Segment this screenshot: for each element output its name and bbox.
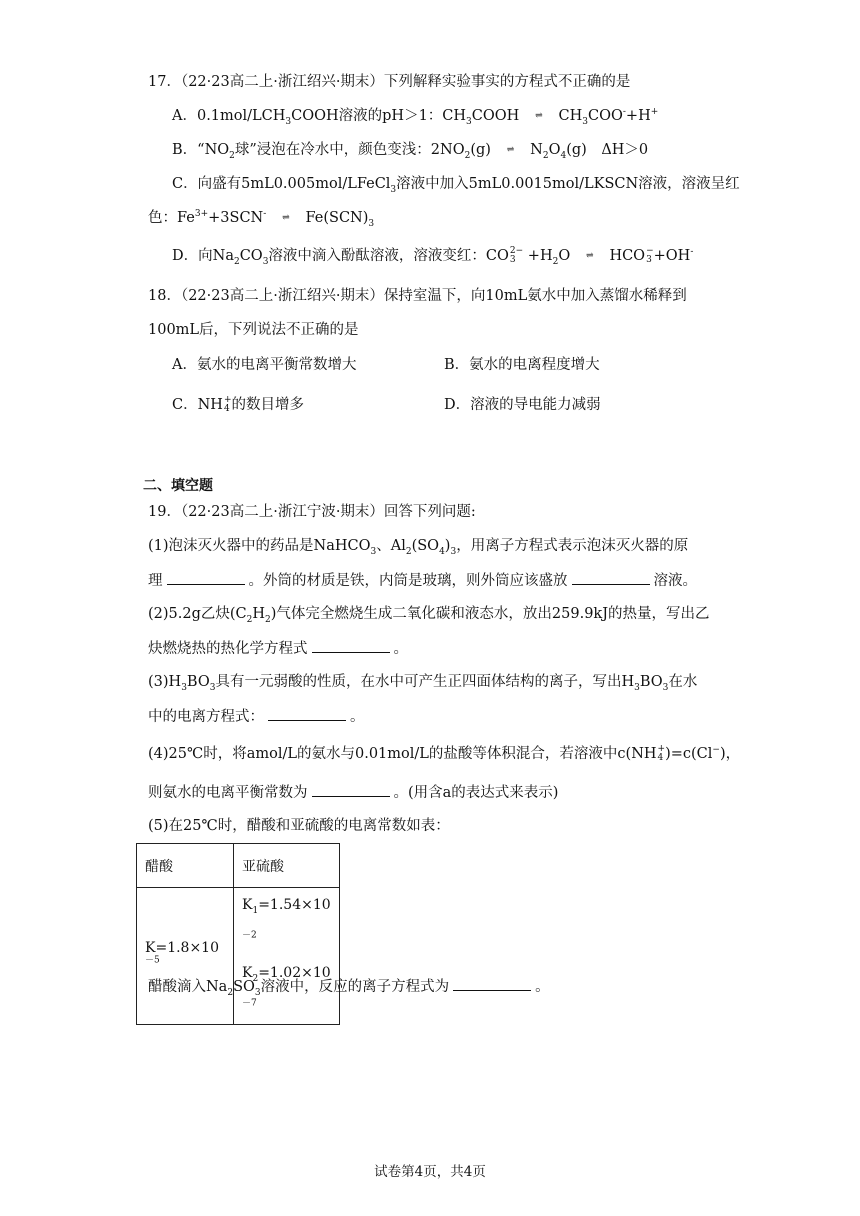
q19-part1-line1: (1)泡沫灭火器中的药品是NaHCO$_3$、$Al_2(SO_4)_3$，用离子方程式表示泡沫灭火器的原 [148, 538, 689, 557]
q18-option-d: D．溶液的导电能力减弱 [444, 397, 601, 413]
q18-stem-line2: 100mL后，下列说法不正确的是 [148, 322, 359, 338]
q19-part4-line1: (4)25℃时，将amol/L的氨水与0.01mol/L的盐酸等体积混合，若溶液中c(NH + 4 )=c(Cl−)， [148, 744, 741, 763]
q17-option-a: A．$0.1mol/LCH_3COOH$溶液的pH＞1：$CH_3COOH$ ⇌ $CH_3COO^-+H^+$ [172, 107, 659, 127]
q17-option-c-line2: 色：$Fe^{3+}+3SCN^-$ ⇌ $Fe(SCN)_3$ [148, 209, 375, 229]
q18-stem-line1: 18．（22·23高二上·浙江绍兴·期末）保持室温下，向10mL氨水中加入蒸馏水稀释到 [148, 288, 687, 304]
q19-part2-line2: 炔燃烧热的热化学方程式 。 [148, 638, 408, 659]
answer-blank[interactable] [572, 570, 650, 585]
equilibrium-arrow-icon: ⇌ [282, 213, 290, 223]
answer-blank[interactable] [312, 782, 390, 797]
ionization-constant-table [136, 843, 340, 1025]
answer-blank[interactable] [453, 976, 531, 991]
answer-blank[interactable] [312, 638, 390, 653]
q17-option-c-line1: C．向盛有5mL0.005mol/LFeCl$_3$溶液中加入5mL0.0015mol/LKSCN溶液，溶液呈红 [172, 176, 740, 195]
q18-option-c: C．NH + 4 的数目增多 [172, 395, 304, 414]
equilibrium-arrow-icon: ⇌ [586, 251, 594, 261]
table-cell-acetic-k: $K=1.8\times 10^{-5}$ [137, 888, 234, 1025]
answer-blank[interactable] [268, 706, 346, 721]
answer-blank[interactable] [167, 570, 245, 585]
table-header-acetic-acid: 醋酸 [137, 844, 234, 888]
q17-option-b: B．“$NO_2$球”浸泡在冷水中，颜色变浅：$2NO_2(g)$ ⇌ $N_2O_4(g)$ ΔH＞0 [172, 142, 649, 161]
q19-stem: 19．（22·23高二上·浙江宁波·期末）回答下列问题: [148, 504, 476, 520]
q19-part1-line2: 理 。外筒的材质是铁，内筒是玻璃，则外筒应该盛放 溶液。 [148, 570, 697, 591]
q19-part5-line1: (5)在25℃时，醋酸和亚硫酸的电离常数如表： [148, 818, 450, 834]
q17-option-d: D．向$Na_2CO_3$溶液中滴入酚酞溶液，溶液变红：CO 2− 3 $+H_2O$ ⇌ HCO − 3 +OH- [172, 246, 694, 267]
equilibrium-arrow-icon: ⇌ [506, 145, 515, 155]
q19-part3-line2: 中的电离方程式： 。 [148, 706, 365, 727]
q19-part2-line1: (2)5.2g乙炔$(C_2H_2)$气体完全燃烧生成二氧化碳和液态水，放出259.9kJ的热量，写出乙 [148, 606, 710, 625]
q19-part4-line2: 则氨水的电离平衡常数为 。(用含a的表达式来表示) [148, 782, 558, 803]
table-cell-sulfurous-k: $K_1=1.54\times 10^{-2}$ $K_2=1.02\times 10^{-7}$ [234, 888, 340, 1025]
q19-part3-line1: $(3)H_3BO_3$具有一元弱酸的性质，在水中可产生正四面体结构的离子，写出$H_3BO_3$在水 [148, 674, 698, 693]
page-footer: 试卷第4页，共4页 [374, 1164, 486, 1180]
section-title: 二、填空题 [143, 478, 213, 494]
q19-part5-line2: 醋酸滴入$Na_2SO_3$溶液中，反应的离子方程式为 。 [148, 976, 550, 997]
q18-option-b: B．氨水的电离程度增大 [444, 357, 600, 373]
q17-stem: 17．（22·23高二上·浙江绍兴·期末）下列解释实验事实的方程式不正确的是 [148, 74, 631, 90]
equilibrium-arrow-icon: ⇌ [535, 111, 543, 121]
q18-option-a: A．氨水的电离平衡常数增大 [172, 357, 357, 373]
table-header-sulfurous-acid: 亚硫酸 [234, 844, 340, 888]
